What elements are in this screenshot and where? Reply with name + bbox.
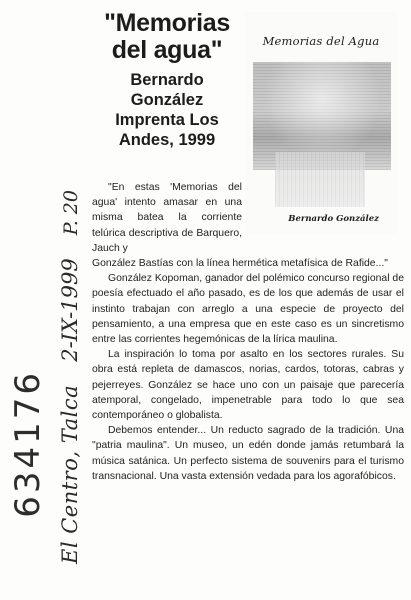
headline-publisher-year: Imprenta Los Andes, 1999 <box>115 111 219 149</box>
headline-block <box>92 10 242 150</box>
annotation-source: El Centro, Talca <box>58 384 82 564</box>
catalog-number: 634176 <box>8 370 48 518</box>
article-body <box>92 180 404 484</box>
article-paragraph-1-head: "En estas 'Memorias del agua' intento amasar en una misma batea la corriente telúrica descriptiva de Barquero, Jauch y <box>92 182 242 254</box>
annotation-date: 2-IX-1999 <box>58 258 82 362</box>
article-paragraph-1-tail: González Bastías con la línea hermética metafísica de Rafide..." <box>92 258 388 270</box>
headline-title: "Memorias del agua" <box>104 9 230 64</box>
cover-title: Memorias del Agua <box>262 34 380 48</box>
article-paragraph-4: Debemos entender... Un reducto sagrado de la tradición. Una "patria maulina". Un museo, un edén donde jamás retumbará la música satánica. Un perfecto sistema de souvenirs para el turismo transnacional. Una vasta extensión vedada para los agorafóbicos. <box>92 425 404 482</box>
annotation-page: P. 20 <box>60 190 82 236</box>
article-paragraph-3: La inspiración lo toma por asalto en los sectores rurales. Su obra está repleta de damascos, norias, cardos, totoras, cabras y pejerreyes. González se hace uno con un paisaje que parecería atemporal, congelado, impenetrable para todo lo que sea contemporáneo o globalista. <box>92 349 404 422</box>
headline-author: Bernardo González <box>130 71 204 109</box>
cover-author: Bernardo González <box>288 214 379 224</box>
handwritten-annotation <box>58 190 82 564</box>
article-paragraph-2: González Kopoman, ganador del polémico concurso regional de poesía efectuado el año pasado, es de los que además de usar el instinto trabajan con arreglo a una especie de proyecto del pensamiento, a una empresa que en este caso es un sincretismo entre las corrientes hegemónicas de la lírica maulina. <box>92 273 404 346</box>
